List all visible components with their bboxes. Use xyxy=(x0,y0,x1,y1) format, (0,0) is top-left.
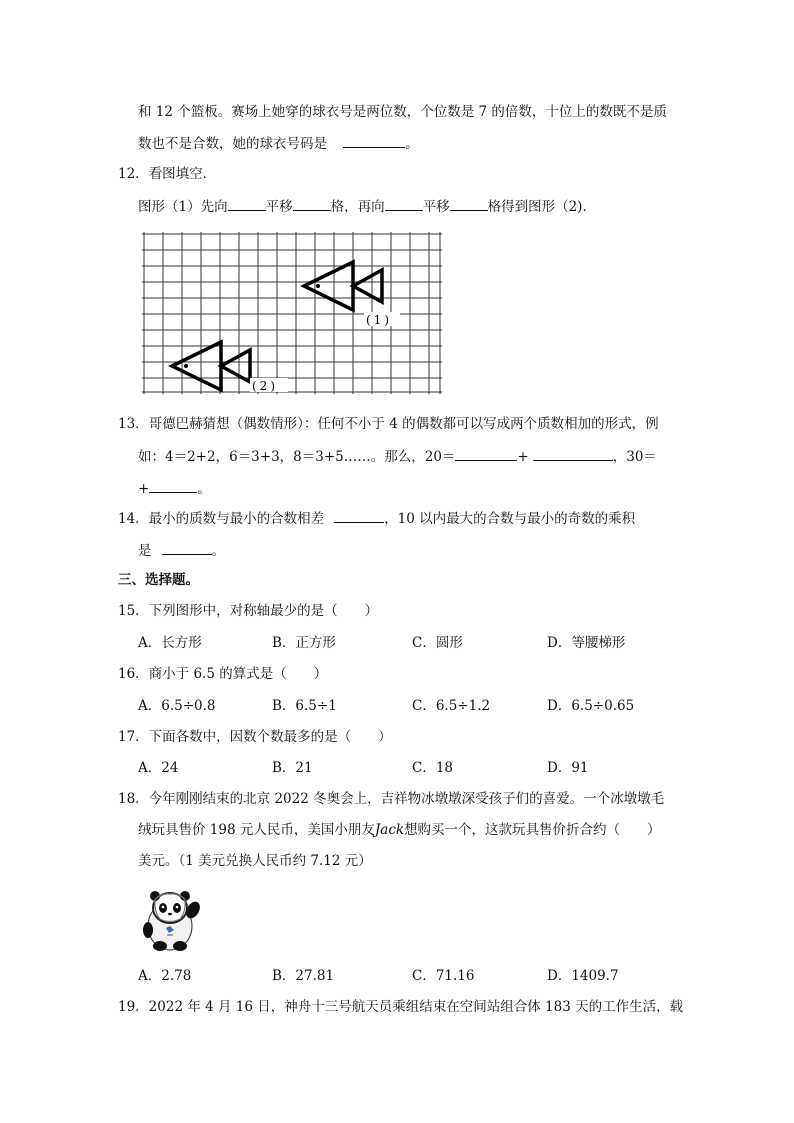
q13-blank-20-second[interactable] xyxy=(533,446,613,461)
q14-line1-b: ，10 以内最大的合数与最小的奇数的乘积 xyxy=(384,511,636,527)
q14-line2-a: 是 xyxy=(138,543,152,559)
q11-line2-text: 数也不是合数，她的球衣号码是 xyxy=(138,136,327,152)
q15-option-c[interactable]: C．圆形 xyxy=(412,635,463,651)
q14-line2 xyxy=(138,540,225,561)
q17-option-b[interactable]: B．21 xyxy=(272,760,313,776)
figure-1-label: (1) xyxy=(366,313,392,327)
q13-line2-b: ，30＝ xyxy=(612,449,657,465)
translation-grid-figure xyxy=(142,232,442,394)
q18-line2 xyxy=(138,820,661,840)
q12-text-e: 格得到图形（2)． xyxy=(487,199,596,215)
grid-svg xyxy=(142,232,442,394)
q14-blank-difference[interactable] xyxy=(334,508,384,523)
q12-blank-direction2[interactable] xyxy=(385,196,423,211)
q13-plus-2: + xyxy=(138,481,150,497)
q18-option-c[interactable]: C．71.16 xyxy=(412,968,475,984)
q13-blank-20-first[interactable] xyxy=(455,446,517,461)
q12-text-c: 格，再向 xyxy=(330,199,385,215)
q15-stem: 15．下列图形中，对称轴最少的是（ ） xyxy=(118,603,379,619)
q11-line1: 和 12 个篮板。赛场上她穿的球衣号是两位数，个位数是 7 的倍数，十位上的数既不是质 xyxy=(138,104,667,120)
q18-option-a[interactable]: A．2.78 xyxy=(138,968,192,984)
q19-line1: 19．2022 年 4 月 16 日，神舟十三号航天员乘组结束在空间站组合体 183 天的工作生活，载 xyxy=(118,999,684,1015)
q15-option-d[interactable]: D．等腰梯形 xyxy=(547,635,626,651)
bing-dwen-dwen-mascot-image xyxy=(140,886,210,952)
figure-2-fish xyxy=(172,342,250,390)
q13-line2 xyxy=(138,446,657,467)
figure-2-label: (2) xyxy=(252,379,278,393)
q18-name-jack: Jack xyxy=(374,822,405,838)
q18-option-b[interactable]: B．27.81 xyxy=(272,968,335,984)
q12-text xyxy=(138,196,596,217)
q13-line1: 13．哥德巴赫猜想（偶数情形）：任何不小于 4 的偶数都可以写成两个质数相加的形式，例 xyxy=(118,416,659,432)
q14-line2-end: 。 xyxy=(211,543,225,559)
q11-answer-blank[interactable] xyxy=(343,133,405,148)
q12-text-b: 平移 xyxy=(265,199,293,215)
q16-option-c[interactable]: C．6.5÷1.2 xyxy=(412,698,491,714)
q12-blank-direction1[interactable] xyxy=(228,196,266,211)
section-title-choice: 三、选择题。 xyxy=(118,572,199,588)
q13-line3 xyxy=(138,478,211,499)
q13-plus-1: + xyxy=(517,449,529,465)
q18-line1: 18．今年刚刚结束的北京 2022 冬奥会上，吉祥物冰墩墩深受孩子们的喜爱。一个冰墩墩毛 xyxy=(118,791,665,807)
q18-option-d[interactable]: D．1409.7 xyxy=(547,968,619,984)
q14-line1-a: 14．最小的质数与最小的合数相差 xyxy=(118,511,325,527)
q11-line2-end: 。 xyxy=(405,136,419,152)
q13-line3-end: 。 xyxy=(197,481,211,497)
figure-1-fish xyxy=(304,262,382,310)
q17-option-d[interactable]: D．91 xyxy=(547,760,589,776)
q16-option-b[interactable]: B．6.5÷1 xyxy=(272,698,337,714)
q18-line2-a: 绒玩具售价 198 元人民币，美国小朋友 xyxy=(138,822,375,838)
q12-text-d: 平移 xyxy=(422,199,450,215)
q12-text-a: 图形（1）先向 xyxy=(138,199,228,215)
q12-blank-distance1[interactable] xyxy=(293,196,331,211)
q12-blank-distance2[interactable] xyxy=(450,196,488,211)
q16-option-d[interactable]: D．6.5÷0.65 xyxy=(547,698,635,714)
q16-option-a[interactable]: A．6.5÷0.8 xyxy=(138,698,216,714)
q18-line3: 美元。（1 美元兑换人民币约 7.12 元） xyxy=(138,853,372,869)
q18-line2-b: 想购买一个，这款玩具售价折合约（ ） xyxy=(404,822,661,838)
q14-blank-product[interactable] xyxy=(162,540,212,555)
q15-option-a[interactable]: A．长方形 xyxy=(138,635,202,651)
q17-option-a[interactable]: A．24 xyxy=(138,760,179,776)
q15-option-b[interactable]: B．正方形 xyxy=(272,635,336,651)
q17-option-c[interactable]: C．18 xyxy=(412,760,454,776)
q16-stem: 16．商小于 6.5 的算式是（ ） xyxy=(118,666,328,682)
q13-blank-30-second[interactable] xyxy=(149,478,197,493)
q14-line1 xyxy=(118,508,635,529)
q12-number: 12．看图填空． xyxy=(118,166,217,182)
q13-line2-text: 如：4＝2+2，6＝3+3，8＝3+5……。那么，20＝ xyxy=(138,449,456,465)
q17-stem: 17．下面各数中，因数个数最多的是（ ） xyxy=(118,729,392,745)
q11-line2 xyxy=(138,133,419,154)
